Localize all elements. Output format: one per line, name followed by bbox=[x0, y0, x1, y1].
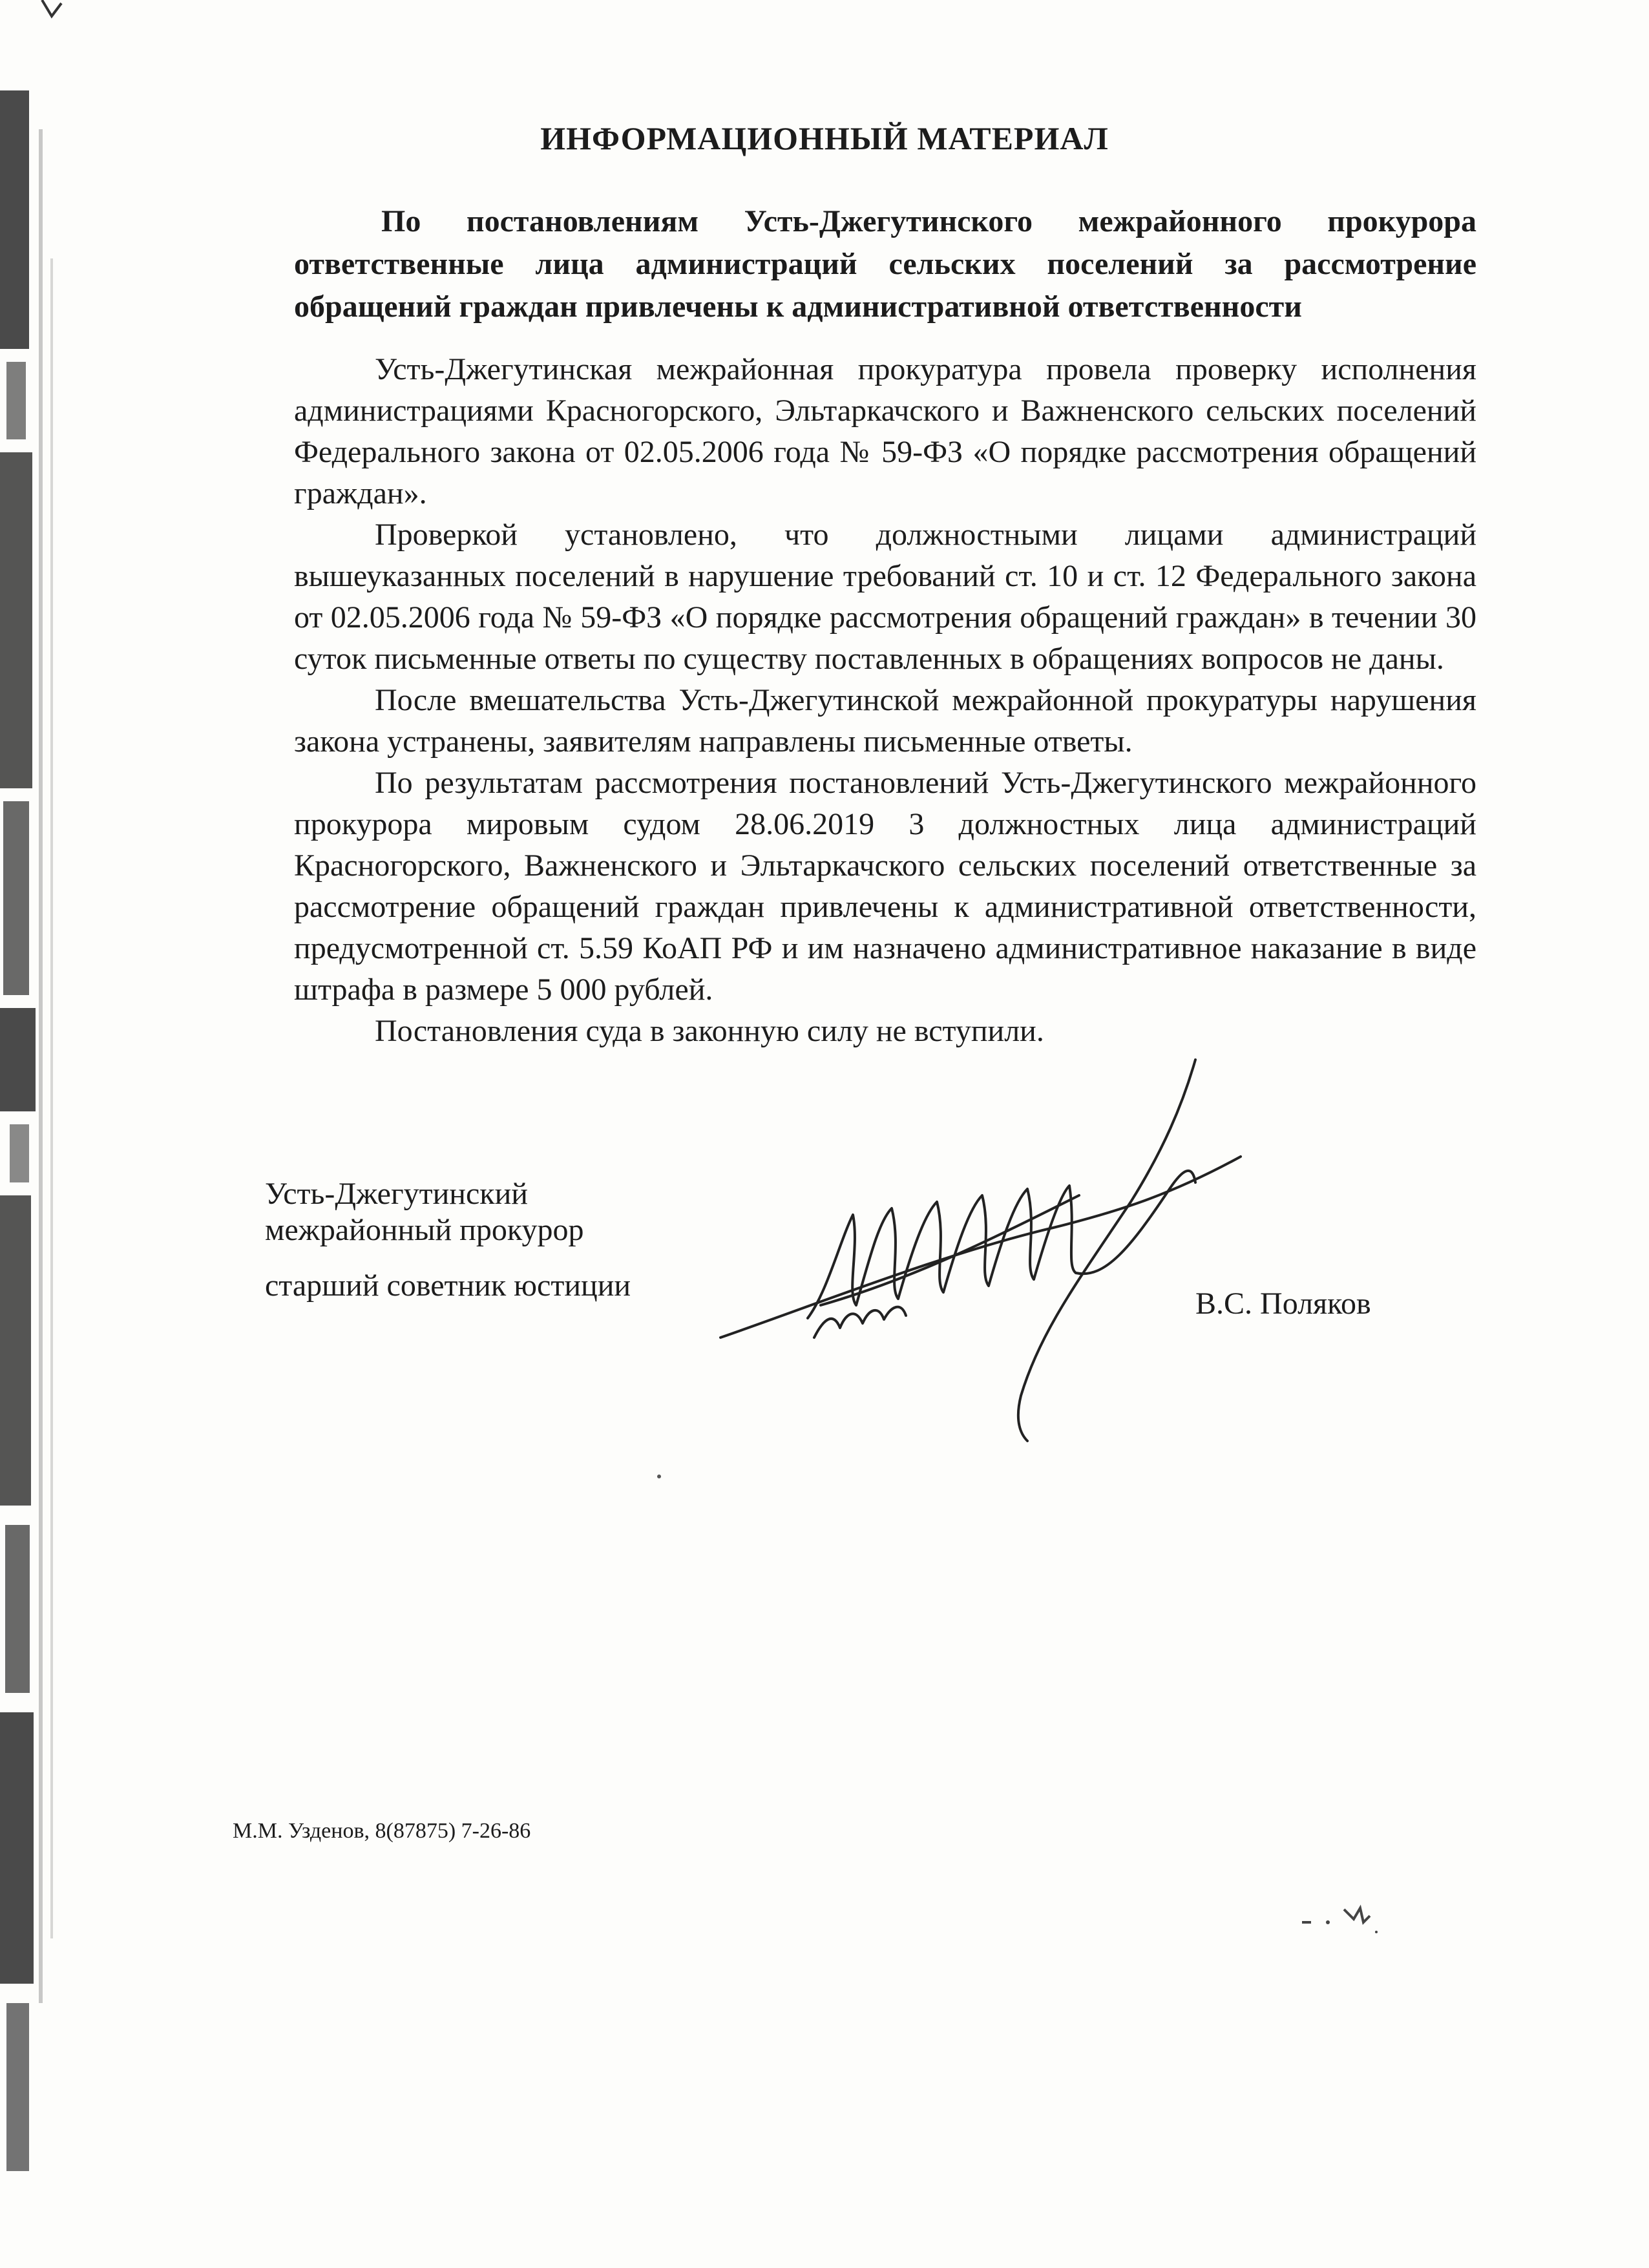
scan-speck bbox=[653, 1470, 666, 1483]
scan-speck bbox=[1299, 1896, 1383, 1942]
paragraph: По результатам рассмотрения постановлений Усть-Джегутинского межрайонного прокурора мировым судом 28.06.2019 3 должностных лица администраций Красногорского, Важненского и Эльтаркачского сельских поселений ответственные за рассмотрение обращений граждан привлечены к административной ответственности, предусмотренной ст. 5.59 КоАП РФ и им назначено административное наказание в виде штрафа в размере 5 000 рублей. bbox=[294, 766, 1476, 1007]
document-subtitle: По постановлениям Усть-Джегутинского межрайонного прокурора ответственные лица администраций сельских поселений за рассмотрение обращений граждан привлечены к административной ответственности bbox=[294, 204, 1476, 324]
handwritten-signature bbox=[717, 1034, 1266, 1447]
paragraph: После вмешательства Усть-Джегутинской межрайонной прокуратуры нарушения закона устранены, заявителям направлены письменные ответы. bbox=[294, 683, 1476, 759]
document-title: ИНФОРМАЦИОННЫЙ МАТЕРИАЛ bbox=[540, 120, 1109, 156]
signatory-name: В.С. Поляков bbox=[1195, 1286, 1371, 1321]
footer-contact: М.М. Узденов, 8(87875) 7-26-86 bbox=[233, 1819, 531, 1843]
paragraph: Усть-Джегутинская межрайонная прокуратура провела проверку исполнения администрациями Красногорского, Эльтаркачского и Важненского сельских поселений Федерального закона от 02.05.2006 года № 59-ФЗ «О порядке рассмотрения обращений граждан». bbox=[294, 352, 1476, 510]
signatory-rank: старший советник юстиции bbox=[265, 1268, 631, 1303]
document-body bbox=[294, 349, 1476, 1052]
paragraph: Проверкой установлено, что должностными лицами администраций вышеуказанных поселений в нарушение требований ст. 10 и ст. 12 Федерального закона от 02.05.2006 года № 59-ФЗ «О порядке рассмотрения обращений граждан» в течении 30 суток письменные ответы по существу поставленных в обращениях вопросов не даны. bbox=[294, 518, 1476, 676]
signatory-position-line1: Усть-Джегутинский bbox=[265, 1177, 528, 1211]
signatory-position-line2: межрайонный прокурор bbox=[265, 1213, 584, 1247]
paragraph: Постановления суда в законную силу не вступили. bbox=[375, 1014, 1044, 1048]
scan-corner-mark bbox=[39, 0, 65, 26]
scan-edge-artifact bbox=[0, 0, 84, 2268]
signatory-position bbox=[265, 1176, 583, 1248]
